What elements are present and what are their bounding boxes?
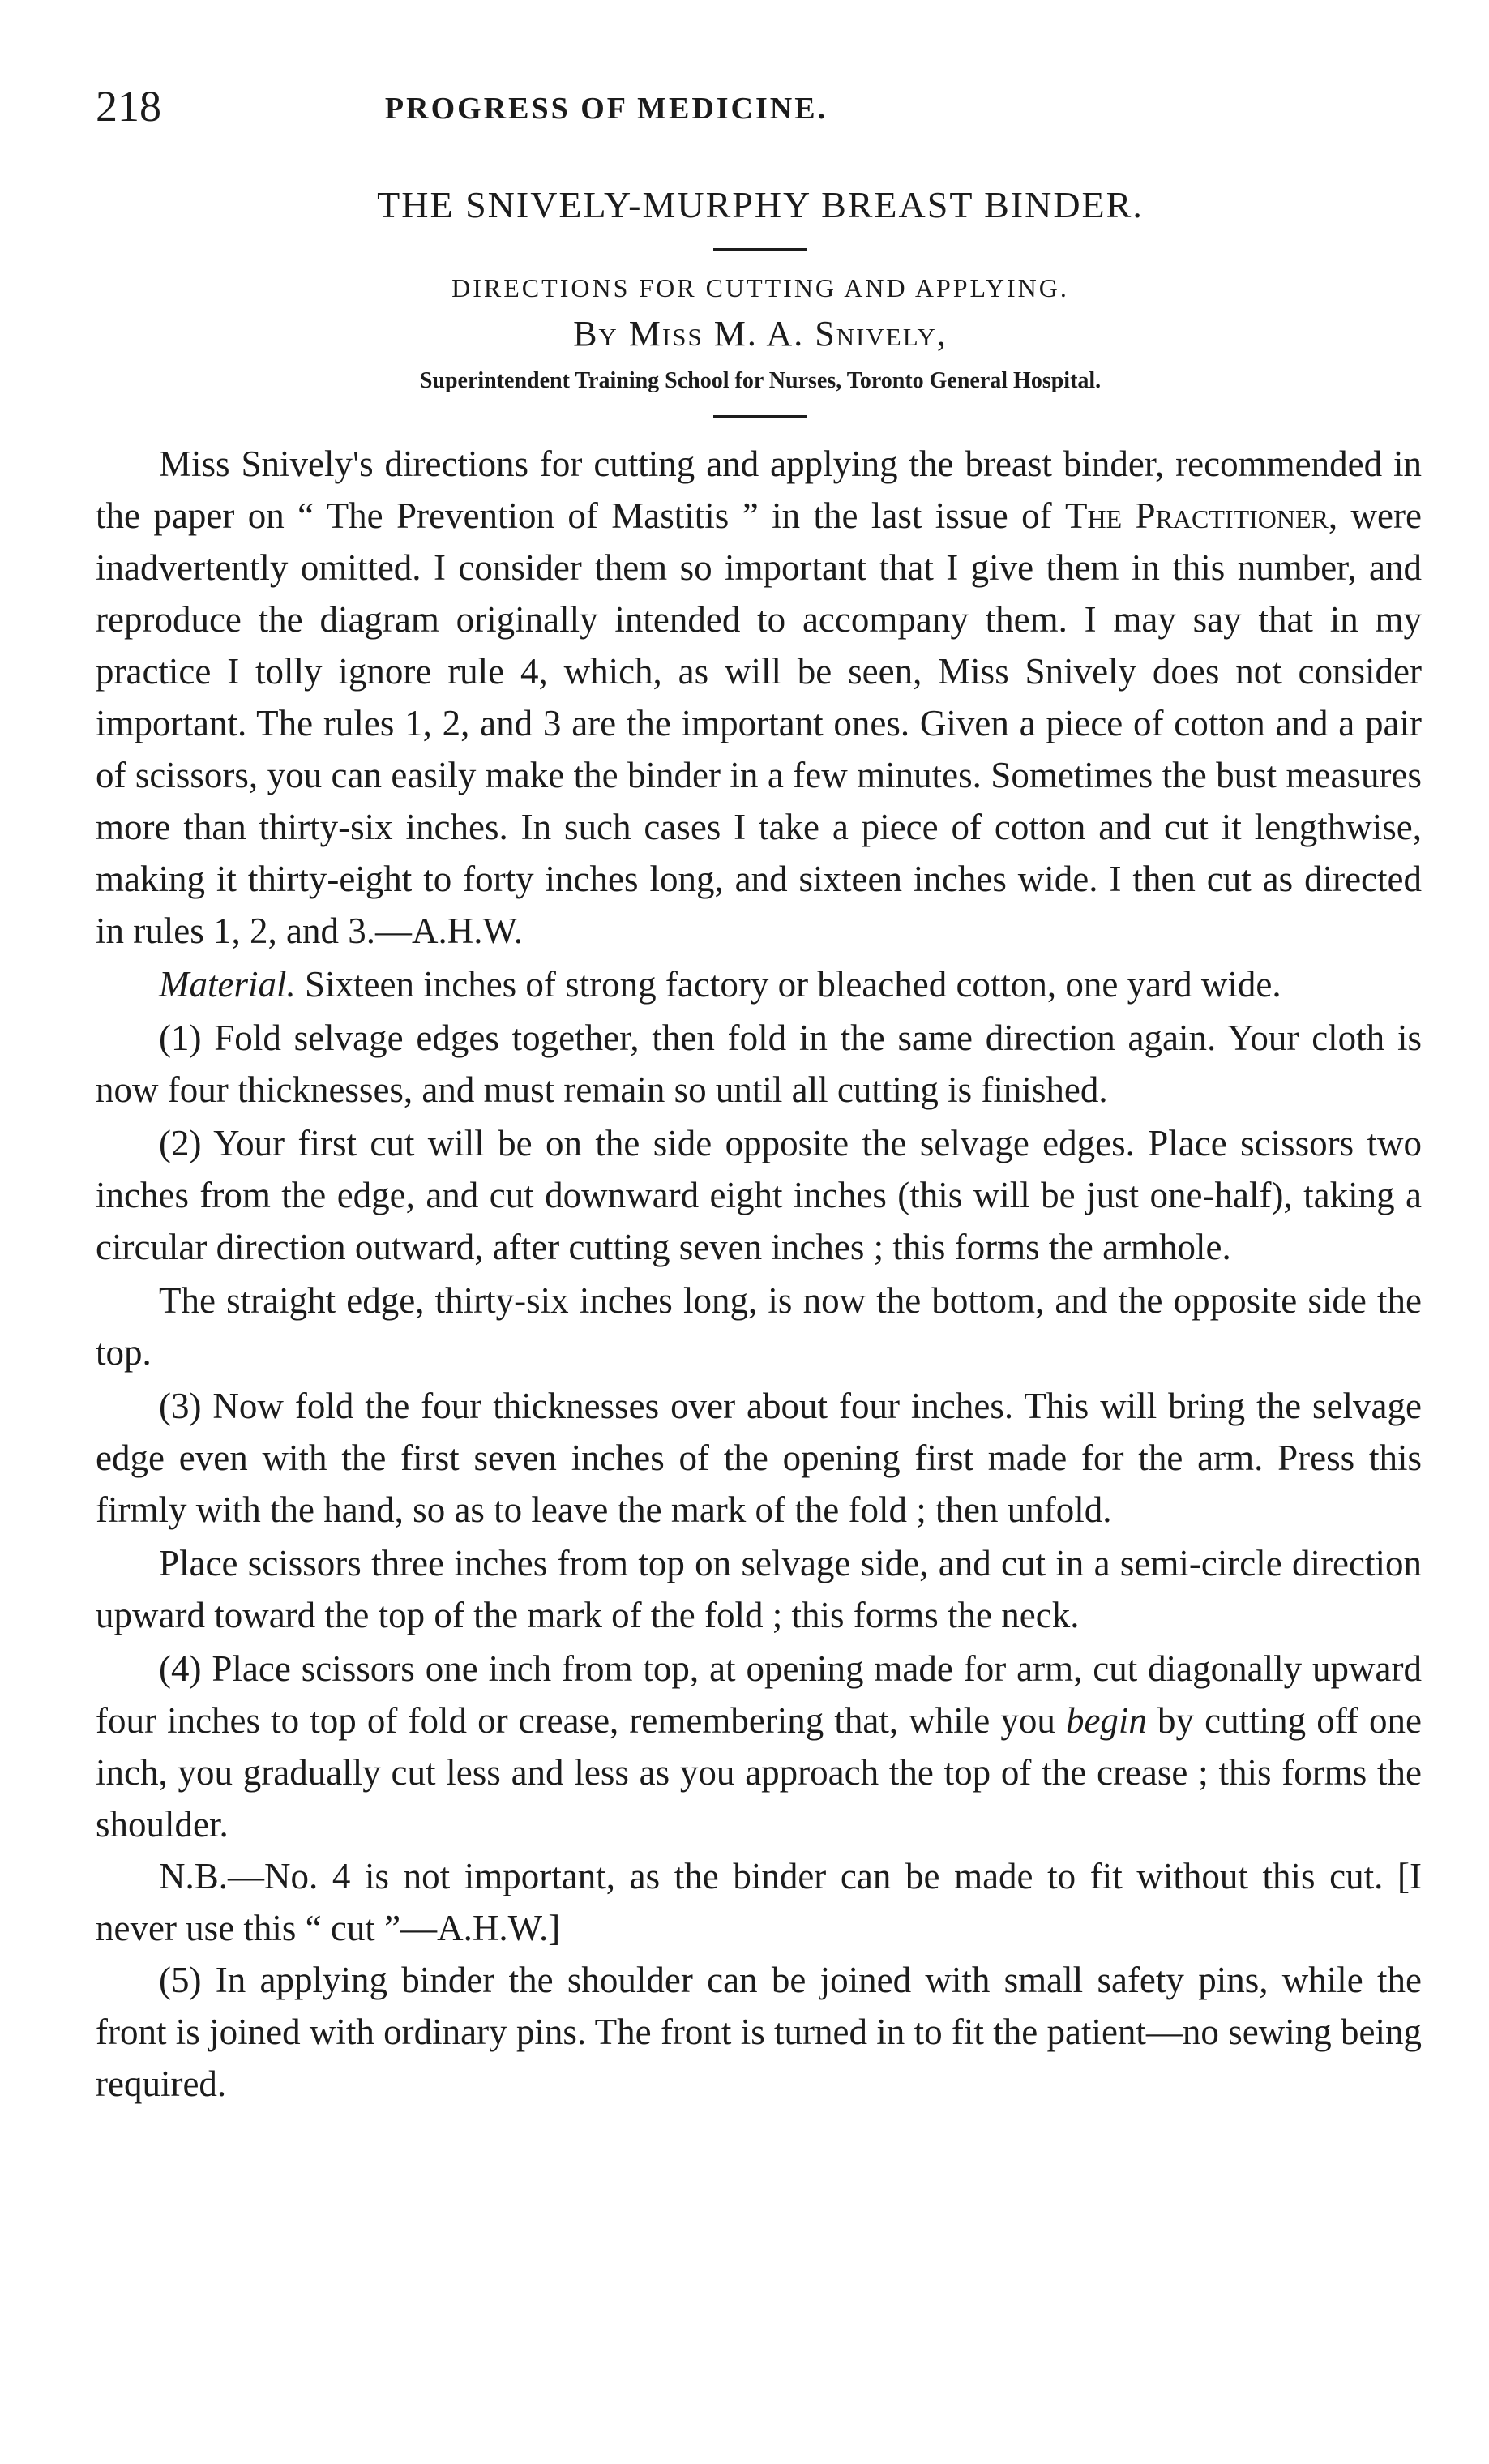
rule-2-note-paragraph: The straight edge, thirty-six inches long, is now the bottom, and the opposite side the top.	[96, 1280, 1422, 1373]
running-title: PROGRESS OF MEDICINE.	[384, 92, 828, 126]
rule-1-paragraph: (1) Fold selvage edges together, then fold in the same direction again. Your cloth is now four thicknesses, and must remain so until all cutting is finished.	[96, 1018, 1422, 1110]
title-rule	[713, 248, 807, 251]
intro-text-part2: , were inadvertently omitted. I consider them so important that I give them in this number, and reproduce the diagram originally intended to accompany them. I may say that in my practice I tolly ignore rule 4, which, as will be seen, Miss Snively does not consider important. The rules 1, 2, and 3 are the important ones. Given a piece of cotton and a pair of scissors, you can easily make the binder in a few minutes. Sometimes the bust measures more than thirty-six inches. In such cases I take a piece of cotton and cut it lengthwise, making it thirty-eight to forty inches long, and sixteen inches wide. I then cut as directed in rules 1, 2, and 3.—A.H.W.	[96, 495, 1422, 951]
rule-4-emphasis: begin	[1065, 1700, 1147, 1741]
nb-paragraph: N.B.—No. 4 is not important, as the binder can be made to fit without this cut. [I never use this “ cut ”—A.H.W.]	[96, 1856, 1422, 1948]
rule-2-paragraph: (2) Your first cut will be on the side opposite the selvage edges. Place scissors two inches from the edge, and cut downward eight inches (this will be just one-half), taking a circular direction outward, after cutting seven inches ; this forms the armhole.	[96, 1123, 1422, 1267]
author-byline: By Miss M. A. Snively,	[573, 314, 948, 354]
rule-4-text-part2: by cutting off one inch, you gradually cut less and less as you approach the top of the crease ; this forms the shoulder.	[96, 1700, 1422, 1845]
page-number: 218	[96, 82, 161, 131]
journal-name: The Practitioner	[1065, 495, 1329, 536]
rule-5-paragraph: (5) In applying binder the shoulder can be joined with small safety pins, while the front is joined with ordinary pins. The front is turned in to fit the patient—no sewing being required.	[96, 1960, 1422, 2104]
rule-4-text-part1: (4) Place scissors one inch from top, at opening made for arm, cut diagonally upward four inches to top of fold or crease, remembering that, while you	[96, 1648, 1422, 1741]
article-subtitle: DIRECTIONS FOR CUTTING AND APPLYING.	[451, 273, 1069, 302]
author-affiliation: Superintendent Training School for Nurses, Toronto General Hospital.	[419, 368, 1102, 393]
rule-4-paragraph	[96, 1643, 1422, 1850]
material-label: Material.	[159, 964, 296, 1005]
material-text: Sixteen inches of strong factory or bleached cotton, one yard wide.	[295, 964, 1281, 1005]
intro-text-part1: Miss Snively's directions for cutting and applying the breast binder, recommended in the paper on “ The Prevention of Mastitis ” in the last issue of	[96, 444, 1422, 536]
article-title: THE SNIVELY-MURPHY BREAST BINDER.	[377, 184, 1144, 225]
intro-paragraph	[96, 438, 1422, 957]
header-rule	[713, 415, 807, 418]
article-body	[96, 438, 1422, 2110]
rule-3-note-paragraph: Place scissors three inches from top on selvage side, and cut in a semi-circle direction upward toward the top of the mark of the fold ; this forms the neck.	[96, 1543, 1422, 1635]
material-paragraph	[96, 958, 1422, 1010]
running-head	[96, 78, 1393, 135]
rule-3-paragraph: (3) Now fold the four thicknesses over about four inches. This will bring the selvage edge even with the first seven inches of the opening first made for the arm. Press this firmly with the hand, so as to leave the mark of the fold ; then unfold.	[96, 1386, 1422, 1530]
